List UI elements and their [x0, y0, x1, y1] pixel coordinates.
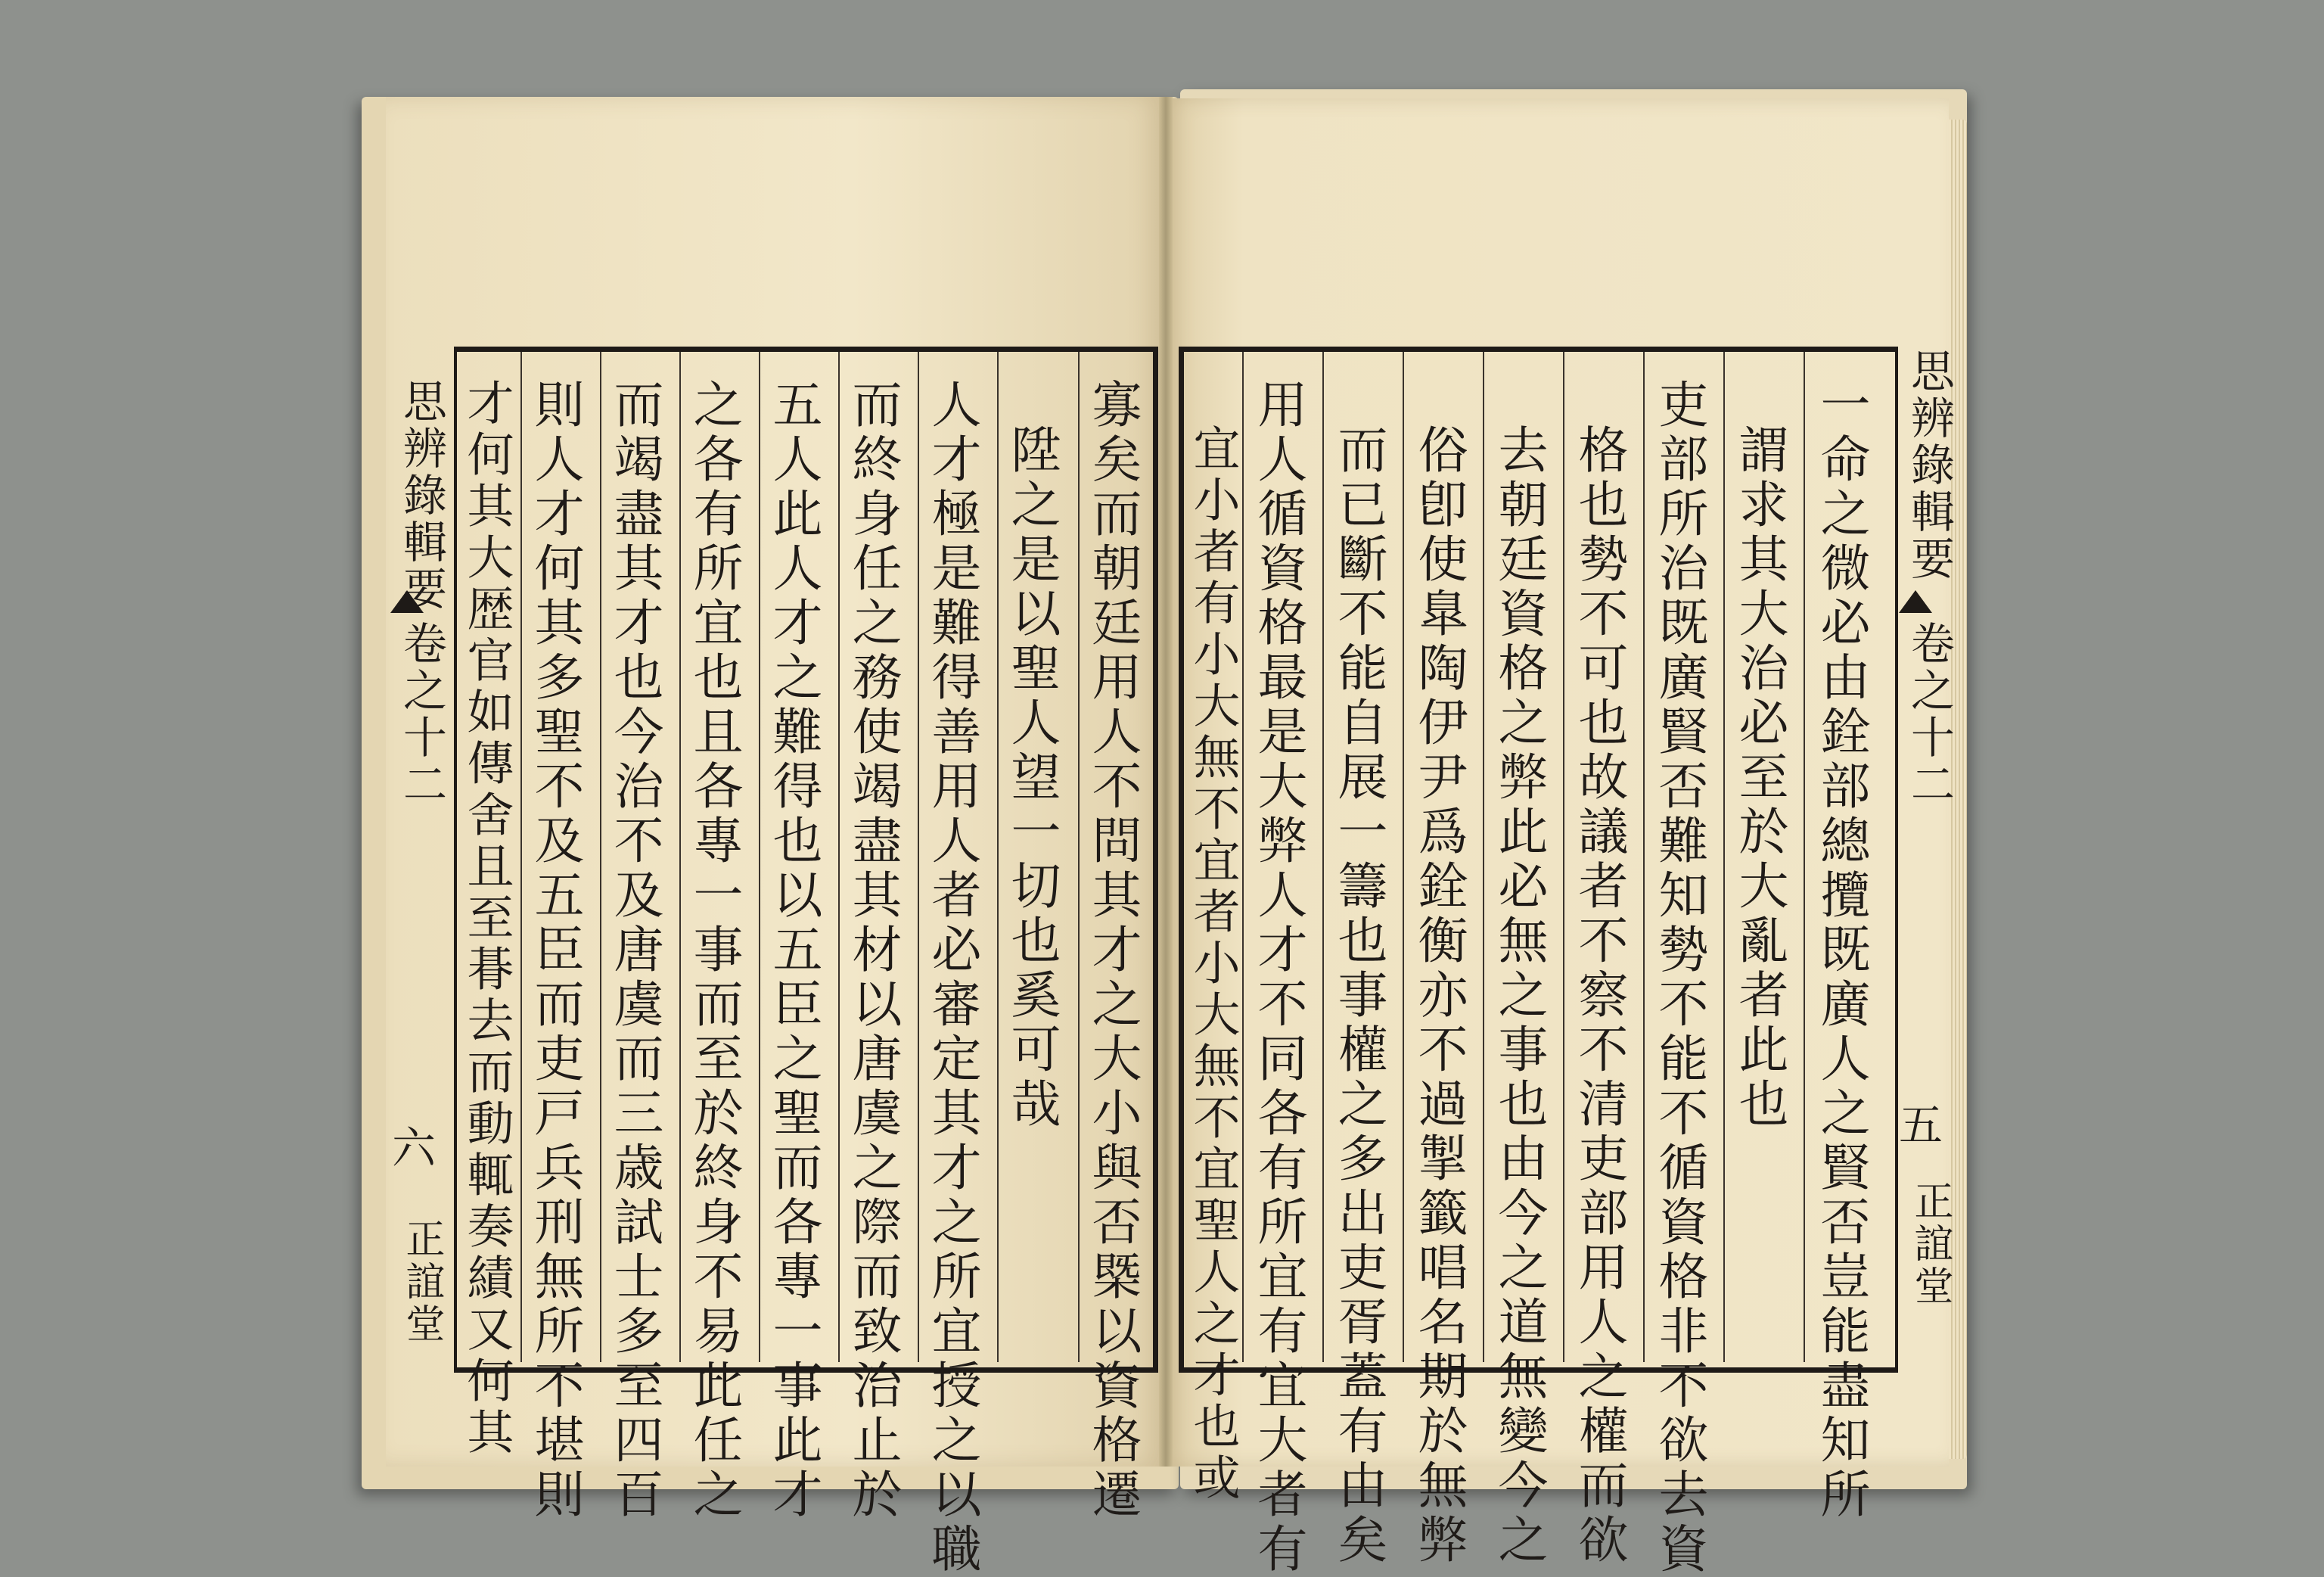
right-col-5: 去朝廷資格之弊此必無之事也由今之道無變今之	[1490, 424, 1548, 1568]
book-gutter	[1159, 97, 1173, 1467]
fishtail-marker	[1899, 590, 1932, 613]
column-rule	[1403, 352, 1404, 1362]
left-margin-volume: 卷之十二	[396, 621, 447, 808]
column-rule	[600, 352, 601, 1362]
column-rule	[759, 352, 760, 1362]
column-rule	[1078, 352, 1080, 1362]
right-printer-mark: 正誼堂	[1907, 1180, 1953, 1308]
left-col-6: 之各有所宜也且各專一事而至於終身不易此任之	[685, 378, 743, 1523]
left-margin-title: 思辨錄輯要	[396, 378, 447, 613]
left-col-2: 陞之是以聖人望一切也奚可哉	[1002, 424, 1061, 1132]
right-page-number: 五	[1899, 1100, 1943, 1151]
right-col-4: 格也勢不可也故議者不察不清吏部用人之權而欲	[1570, 424, 1628, 1568]
left-col-1: 寡矣而朝廷用人不問其才之大小與否槩以資格遷	[1083, 378, 1142, 1523]
left-col-4: 而終身任之務使竭盡其材以唐虞之際而致治止於	[844, 378, 902, 1523]
right-margin-volume: 卷之十二	[1903, 621, 1955, 808]
column-rule	[1483, 352, 1484, 1362]
right-col-3: 吏部所治既廣賢否難知勢不能不循資格非不欲去資	[1650, 378, 1708, 1577]
fishtail-marker	[390, 590, 424, 613]
right-col-9: 宜小者有小大無不宜者小大無不宜聖人之才也或	[1185, 424, 1241, 1504]
right-margin-title: 思辨錄輯要	[1903, 348, 1955, 583]
column-rule	[918, 352, 919, 1362]
column-rule	[1723, 352, 1725, 1362]
column-rule	[679, 352, 681, 1362]
right-col-7: 而已斷不能自展一籌也事權之多出吏胥蓋有由矣	[1329, 424, 1387, 1568]
left-col-5: 五人此人才之難得也以五臣之聖而各專一事此才	[764, 378, 822, 1523]
right-col-8: 用人循資格最是大弊人才不同各有所宜有宜大者有	[1249, 378, 1307, 1577]
left-printer-mark: 正誼堂	[399, 1218, 444, 1345]
column-rule	[1643, 352, 1645, 1362]
column-rule	[997, 352, 999, 1362]
right-col-6: 俗卽使臯陶伊尹爲銓衡亦不過掣籤唱名期於無弊	[1409, 424, 1468, 1568]
column-rule	[1322, 352, 1324, 1362]
left-col-3: 人才極是難得善用人者必審定其才之所宜授之以職	[923, 378, 981, 1577]
column-rule	[520, 352, 522, 1362]
right-col-2: 謂求其大治必至於大亂者此也	[1730, 424, 1788, 1132]
right-col-1: 一命之微必由銓部總攬既廣人之賢否豈能盡知所	[1812, 378, 1870, 1523]
column-rule	[1804, 352, 1805, 1362]
left-page-number: 六	[392, 1122, 437, 1174]
column-rule	[1563, 352, 1564, 1362]
column-rule	[1242, 352, 1244, 1362]
left-col-9: 才何其大歴官如傳舍且至朞去而動輒奏績又何其	[459, 378, 514, 1459]
left-col-7: 而竭盡其才也今治不及唐虞而三歳試士多至四百	[605, 378, 663, 1523]
left-col-8: 則人才何其多聖不及五臣而吏戸兵刑無所不堪則	[526, 378, 584, 1523]
column-rule	[838, 352, 840, 1362]
